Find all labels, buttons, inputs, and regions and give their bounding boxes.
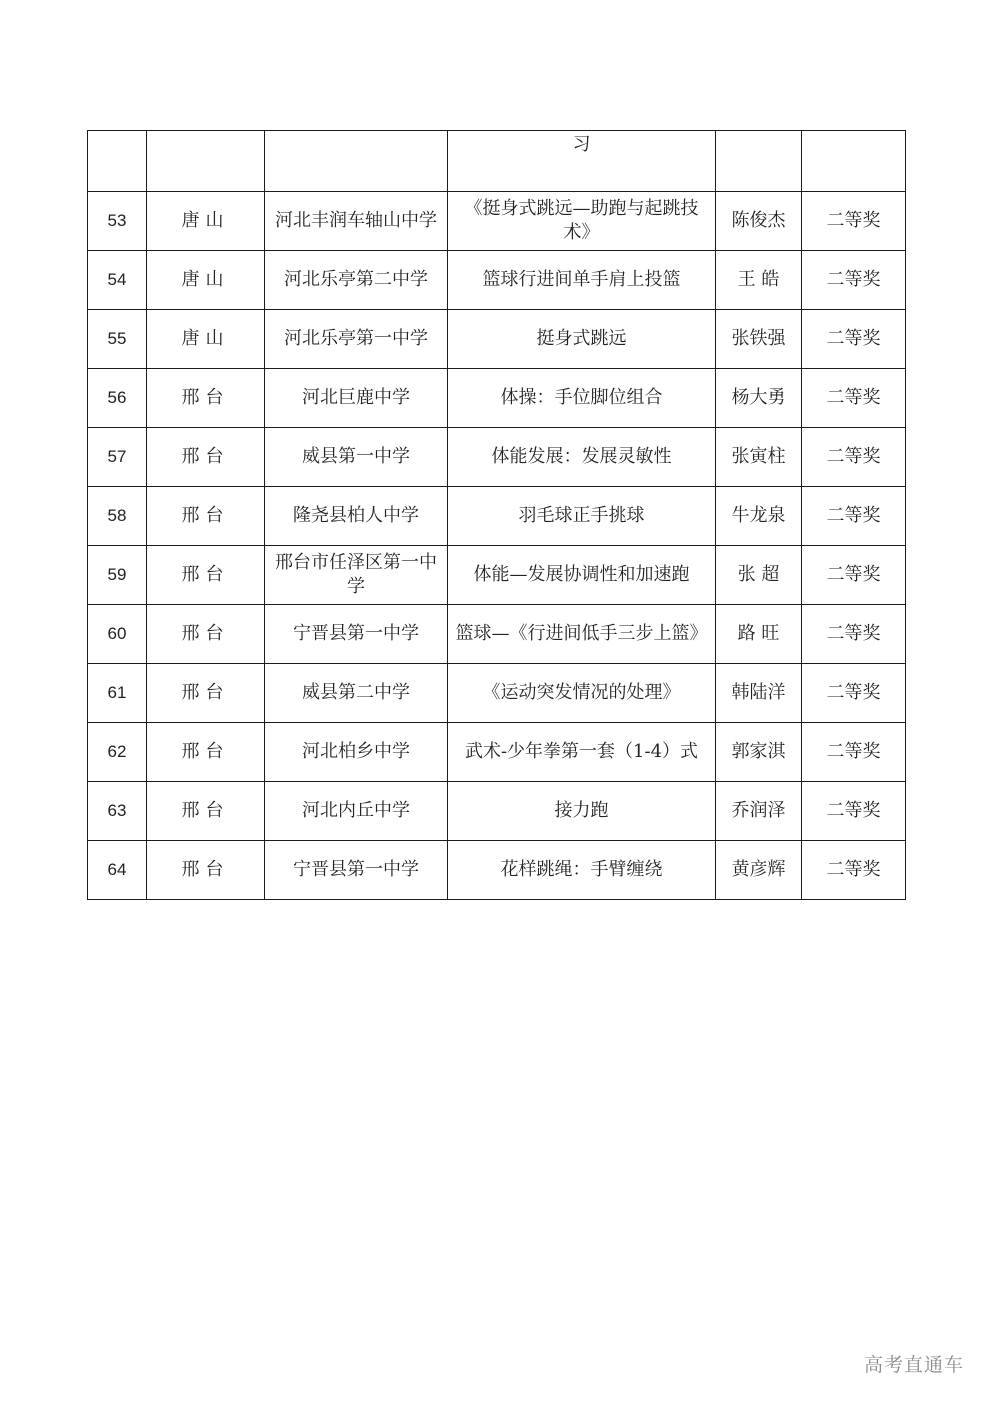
award-table	[87, 130, 906, 900]
cell-num: 63	[88, 782, 147, 841]
cell-lesson: 《运动突发情况的处理》	[448, 664, 716, 723]
cell-city: 邢台	[147, 428, 265, 487]
cell-city: 邢台	[147, 546, 265, 605]
cell-teacher: 张寅柱	[716, 428, 802, 487]
cell-school: 河北丰润车轴山中学	[265, 192, 448, 251]
cell-teacher: 乔润泽	[716, 782, 802, 841]
cell-teacher: 黄彦辉	[716, 841, 802, 900]
cell-award: 二等奖	[802, 605, 906, 664]
continuation-row	[88, 131, 906, 192]
cell-num: 59	[88, 546, 147, 605]
cell-teacher: 杨大勇	[716, 369, 802, 428]
cell-num: 53	[88, 192, 147, 251]
cell-teacher: 牛龙泉	[716, 487, 802, 546]
cell-city: 唐山	[147, 310, 265, 369]
cell-award: 二等奖	[802, 251, 906, 310]
cell-city: 邢台	[147, 487, 265, 546]
cell-teacher: 路 旺	[716, 605, 802, 664]
table-row	[88, 251, 906, 310]
cell-num	[88, 131, 147, 192]
cell-school: 河北乐亭第二中学	[265, 251, 448, 310]
table-row	[88, 546, 906, 605]
cell-school	[265, 131, 448, 192]
cell-award: 二等奖	[802, 546, 906, 605]
cell-num: 64	[88, 841, 147, 900]
cell-lesson: 挺身式跳远	[448, 310, 716, 369]
cell-school: 河北乐亭第一中学	[265, 310, 448, 369]
cell-school: 邢台市任泽区第一中学	[265, 546, 448, 605]
cell-award: 二等奖	[802, 428, 906, 487]
cell-school: 宁晋县第一中学	[265, 841, 448, 900]
cell-award: 二等奖	[802, 723, 906, 782]
table-row	[88, 782, 906, 841]
cell-teacher: 郭家淇	[716, 723, 802, 782]
cell-teacher: 韩陆洋	[716, 664, 802, 723]
cell-award: 二等奖	[802, 192, 906, 251]
cell-num: 57	[88, 428, 147, 487]
cell-lesson: 《挺身式跳远—助跑与起跳技术》	[448, 192, 716, 251]
cell-teacher: 张铁强	[716, 310, 802, 369]
cell-teacher: 张 超	[716, 546, 802, 605]
cell-school: 威县第一中学	[265, 428, 448, 487]
table-row	[88, 369, 906, 428]
cell-city: 邢台	[147, 782, 265, 841]
cell-lesson: 体操：手位脚位组合	[448, 369, 716, 428]
cell-city: 邢台	[147, 664, 265, 723]
cell-city	[147, 131, 265, 192]
table-row	[88, 841, 906, 900]
cell-num: 60	[88, 605, 147, 664]
cell-lesson: 体能—发展协调性和加速跑	[448, 546, 716, 605]
table-row	[88, 605, 906, 664]
cell-school: 河北巨鹿中学	[265, 369, 448, 428]
cell-school: 宁晋县第一中学	[265, 605, 448, 664]
cell-lesson: 羽毛球正手挑球	[448, 487, 716, 546]
cell-city: 邢台	[147, 723, 265, 782]
cell-teacher: 陈俊杰	[716, 192, 802, 251]
cell-num: 61	[88, 664, 147, 723]
cell-lesson: 习	[448, 131, 716, 192]
table-row	[88, 428, 906, 487]
cell-num: 54	[88, 251, 147, 310]
cell-award: 二等奖	[802, 841, 906, 900]
cell-award: 二等奖	[802, 369, 906, 428]
cell-lesson: 体能发展：发展灵敏性	[448, 428, 716, 487]
cell-school: 河北内丘中学	[265, 782, 448, 841]
table-row	[88, 723, 906, 782]
cell-school: 河北柏乡中学	[265, 723, 448, 782]
cell-lesson: 花样跳绳：手臂缠绕	[448, 841, 716, 900]
cell-teacher	[716, 131, 802, 192]
cell-award: 二等奖	[802, 310, 906, 369]
cell-num: 56	[88, 369, 147, 428]
cell-lesson: 接力跑	[448, 782, 716, 841]
cell-teacher: 王 皓	[716, 251, 802, 310]
cell-award: 二等奖	[802, 782, 906, 841]
cell-award	[802, 131, 906, 192]
cell-num: 58	[88, 487, 147, 546]
cell-school: 威县第二中学	[265, 664, 448, 723]
cell-award: 二等奖	[802, 664, 906, 723]
cell-num: 55	[88, 310, 147, 369]
cell-lesson: 篮球—《行进间低手三步上篮》	[448, 605, 716, 664]
cell-city: 邢台	[147, 841, 265, 900]
cell-city: 唐山	[147, 251, 265, 310]
cell-lesson: 篮球行进间单手肩上投篮	[448, 251, 716, 310]
watermark-text: 高考直通车	[863, 1354, 964, 1376]
cell-school: 隆尧县柏人中学	[265, 487, 448, 546]
table-row	[88, 487, 906, 546]
table-row	[88, 664, 906, 723]
cell-city: 唐山	[147, 192, 265, 251]
cell-city: 邢台	[147, 369, 265, 428]
cell-award: 二等奖	[802, 487, 906, 546]
table-row	[88, 310, 906, 369]
table-row	[88, 192, 906, 251]
cell-lesson: 武术-少年拳第一套（1-4）式	[448, 723, 716, 782]
cell-num: 62	[88, 723, 147, 782]
cell-city: 邢台	[147, 605, 265, 664]
table-body	[88, 131, 906, 900]
